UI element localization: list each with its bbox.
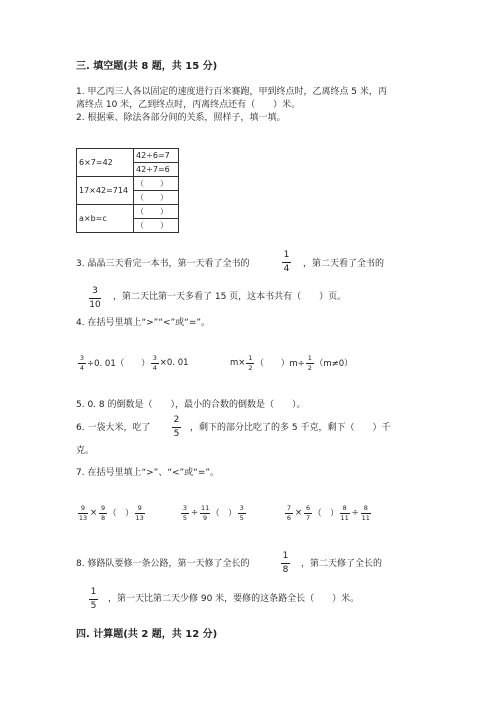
section3-title: 三. 填空题(共 8 题，共 15 分) bbox=[76, 61, 218, 72]
q4-expression-1: 3 4 ÷0. 01（ ） 3 4 ×0. 01 bbox=[79, 354, 189, 372]
q7-text: 7. 在括号里填上“>”、“<”或“=”。 bbox=[76, 468, 220, 478]
fraction: 2 5 bbox=[173, 415, 180, 439]
q7-expression-3: 7 6 × 6 7 （ ） 8 11 ÷ 8 11 bbox=[286, 504, 370, 522]
table-cell: 42÷7=6 bbox=[134, 163, 179, 177]
q2-text: 2. 根据乘、除法各部分间的关系，照样子，填一填。 bbox=[76, 113, 286, 123]
q6-tail: ，剩下的部分比吃了的多 5 千克，剩下（ ）千 bbox=[190, 423, 391, 433]
answer-blank[interactable]: （ ） bbox=[134, 177, 179, 191]
q3-line2: ，第二天比第一天多看了 15 页，这本书共有（ ）页。 bbox=[113, 292, 347, 302]
q3-line1: 3. 晶晶三天看完一本书，第一天看了全书的 bbox=[76, 259, 250, 269]
q7-expression-1: 9 13 × 9 8 （ ） 9 13 bbox=[78, 504, 144, 522]
fraction: 3 10 bbox=[89, 286, 101, 310]
relation-table bbox=[76, 148, 179, 233]
q8-line1-tail: ，第二天修了全长的 bbox=[301, 559, 383, 569]
fraction: 1 4 bbox=[283, 250, 290, 274]
q4-text: 4. 在括号里填上“>”“<”或“=”。 bbox=[76, 318, 211, 328]
q8-head: 8. 修路队要修一条公路，第一天修了全长的 bbox=[76, 559, 250, 569]
q7-expression-2: 3 5 ÷ 11 9 （ ） 3 5 bbox=[182, 504, 244, 522]
q1-line1: 1. 甲乙丙三人各以固定的速度进行百米赛跑，甲到终点时，乙离终点 5 米，丙 bbox=[76, 87, 387, 97]
q4-expression-2: m× 1 2 （ ）m÷ 1 2 （m≠0） bbox=[230, 354, 353, 372]
q8-line2: ，第一天比第二天少修 90 米，要修的这条路全长（ ）米。 bbox=[108, 594, 360, 604]
fraction: 1 5 bbox=[90, 587, 97, 611]
q1-line2: 离终点 10 米，乙到终点时，丙离终点还有（ ）米。 bbox=[76, 100, 301, 110]
q5-text: 5. 0. 8 的倒数是（ ），最小的合数的倒数是（ ）。 bbox=[76, 400, 306, 410]
answer-blank[interactable]: （ ） bbox=[134, 219, 179, 233]
table-cell: 6×7=42 bbox=[77, 149, 134, 177]
answer-blank[interactable]: （ ） bbox=[134, 205, 179, 219]
q6-head: 6. 一袋大米，吃了 bbox=[76, 423, 151, 433]
table-cell: a×b=c bbox=[77, 205, 134, 233]
answer-blank[interactable]: （ ） bbox=[134, 191, 179, 205]
q3-line1-tail: ，第二天看了全书的 bbox=[303, 259, 385, 269]
fraction: 1 8 bbox=[282, 551, 289, 575]
section4-title: 四. 计算题(共 2 题，共 12 分) bbox=[76, 629, 218, 640]
table-cell: 17×42=714 bbox=[77, 177, 134, 205]
table-cell: 42÷6=7 bbox=[134, 149, 179, 163]
q6-line2: 克。 bbox=[76, 446, 95, 456]
